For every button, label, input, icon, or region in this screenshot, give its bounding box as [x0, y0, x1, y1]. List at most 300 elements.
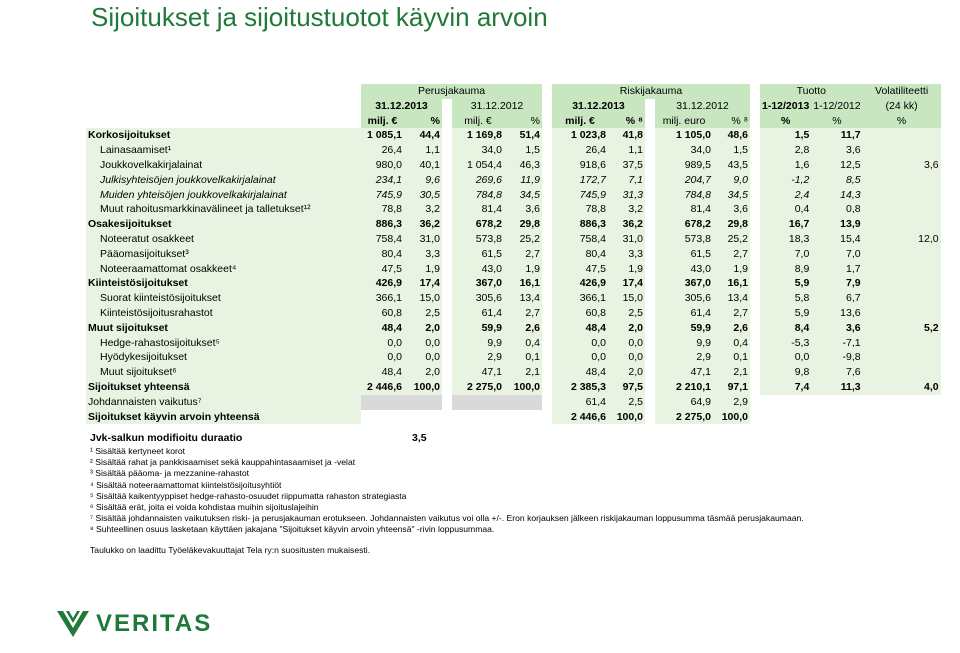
- value-cell: 1,6: [760, 158, 811, 173]
- value-cell: 1 054,4: [452, 158, 504, 173]
- gap-cell: [442, 395, 452, 410]
- group-return: Tuotto: [760, 84, 863, 99]
- gap-cell: [442, 158, 452, 173]
- value-cell: 13,4: [504, 291, 542, 306]
- gap-cell: [442, 247, 452, 262]
- value-cell: [404, 410, 442, 425]
- value-cell: [452, 410, 504, 425]
- value-cell: 745,9: [361, 188, 404, 203]
- unit-header: milj. euro: [655, 114, 713, 129]
- table-row-equities: [86, 217, 941, 232]
- value-cell: [760, 395, 811, 410]
- row-label: Noteeratut osakkeet: [86, 232, 361, 247]
- value-cell: 48,4: [552, 321, 608, 336]
- unit-header: milj. €: [452, 114, 504, 129]
- value-cell: [863, 128, 941, 143]
- gap-cell: [750, 158, 760, 173]
- value-cell: 573,8: [452, 232, 504, 247]
- unit-header: milj. €: [361, 114, 404, 129]
- table-row-other-misc: [86, 365, 941, 380]
- value-cell: 61,4: [552, 395, 608, 410]
- value-cell: 784,8: [452, 188, 504, 203]
- value-cell: 3,2: [404, 202, 442, 217]
- gap-cell: [442, 143, 452, 158]
- value-cell: 758,4: [552, 232, 608, 247]
- table-row-other-investments: [86, 321, 941, 336]
- row-label: Osakesijoitukset: [86, 217, 361, 232]
- value-cell: 2,1: [713, 365, 750, 380]
- value-cell: 25,2: [713, 232, 750, 247]
- value-cell: 47,5: [552, 262, 608, 277]
- gap-cell: [750, 336, 760, 351]
- duration-value: 3,5: [412, 432, 427, 444]
- value-cell: 47,1: [452, 365, 504, 380]
- table-body: [86, 128, 941, 424]
- value-cell: [863, 217, 941, 232]
- value-cell: 2 385,3: [552, 380, 608, 395]
- value-cell: 2,9: [452, 350, 504, 365]
- value-cell: 11,3: [811, 380, 862, 395]
- value-cell: 51,4: [504, 128, 542, 143]
- notes-area: [90, 432, 804, 555]
- value-cell: 47,1: [655, 365, 713, 380]
- row-label: Hyödykesijoitukset: [86, 350, 361, 365]
- value-cell: 0,0: [361, 336, 404, 351]
- value-cell: 48,4: [361, 321, 404, 336]
- gap-cell: [750, 380, 760, 395]
- gap-cell: [645, 188, 655, 203]
- footnotes: [90, 446, 804, 536]
- value-cell: 1 085,1: [361, 128, 404, 143]
- value-cell: 11,7: [811, 128, 862, 143]
- value-cell: 204,7: [655, 173, 713, 188]
- footnote: ⁶ Sisältää erät, joita ei voida kohdistaa muihin sijoituslajeihin: [90, 502, 319, 513]
- value-cell: 15,4: [811, 232, 862, 247]
- value-cell: 3,6: [811, 321, 862, 336]
- row-label: Joukkovelkakirjalainat: [86, 158, 361, 173]
- gap-cell: [542, 365, 552, 380]
- row-label: Korkosijoitukset: [86, 128, 361, 143]
- value-cell: 758,4: [361, 232, 404, 247]
- value-cell: 3,6: [863, 158, 941, 173]
- value-cell: 1,5: [760, 128, 811, 143]
- table-row-direct-real-estate: [86, 291, 941, 306]
- value-cell: 2,0: [608, 321, 645, 336]
- value-cell: 7,4: [760, 380, 811, 395]
- value-cell: 61,5: [452, 247, 504, 262]
- footnote: ⁴ Sisältää noteeraamattomat kiinteistösijoitusyhtiöt: [90, 479, 282, 490]
- value-cell: 13,4: [713, 291, 750, 306]
- value-cell: 80,4: [361, 247, 404, 262]
- value-cell: 16,7: [760, 217, 811, 232]
- gap-cell: [750, 262, 760, 277]
- period-volatility: (24 kk): [863, 99, 941, 114]
- value-cell: 60,8: [361, 306, 404, 321]
- value-cell: 1,5: [504, 143, 542, 158]
- value-cell: 0,0: [552, 336, 608, 351]
- gap-cell: [442, 350, 452, 365]
- value-cell: 1,5: [713, 143, 750, 158]
- value-cell: 34,0: [655, 143, 713, 158]
- value-cell: 14,3: [811, 188, 862, 203]
- duration-label: Jvk-salkun modifioitu duraatio: [90, 432, 243, 444]
- value-cell: 2 446,6: [552, 410, 608, 425]
- value-cell: 18,3: [760, 232, 811, 247]
- row-label: Sijoitukset käyvin arvoin yhteensä: [86, 410, 361, 425]
- value-cell: 40,1: [404, 158, 442, 173]
- row-label: Sijoitukset yhteensä: [86, 380, 361, 395]
- footnote: ⁷ Sisältää johdannaisten vaikutuksen riski- ja perusjakauman erotukseen. Johdannaisten vaikutus voi olla +/-. Eron korjauksen jälkeen riskijakauman loppusumma täsmää perusjakaumaan.: [90, 513, 804, 524]
- value-cell: [863, 410, 941, 425]
- row-label: Pääomasijoitukset³: [86, 247, 361, 262]
- value-cell: [361, 395, 404, 410]
- value-cell: 100,0: [404, 380, 442, 395]
- table-row-money-market: [86, 202, 941, 217]
- value-cell: 81,4: [452, 202, 504, 217]
- group-basic-allocation: Perusjakauma: [361, 84, 542, 99]
- gap-cell: [750, 188, 760, 203]
- value-cell: [863, 306, 941, 321]
- table-row-investments-total: [86, 380, 941, 395]
- value-cell: 745,9: [552, 188, 608, 203]
- value-cell: 61,4: [655, 306, 713, 321]
- value-cell: 17,4: [608, 276, 645, 291]
- value-cell: [863, 276, 941, 291]
- row-label: Kiinteistösijoitusrahastot: [86, 306, 361, 321]
- value-cell: 9,6: [404, 173, 442, 188]
- gap-cell: [750, 202, 760, 217]
- value-cell: 26,4: [552, 143, 608, 158]
- value-cell: 5,8: [760, 291, 811, 306]
- header-units-row: [86, 114, 941, 129]
- page-title: Sijoitukset ja sijoitustuotot käyvin arvoin: [91, 2, 548, 32]
- investments-table: [86, 84, 941, 424]
- gap-cell: [542, 262, 552, 277]
- value-cell: 5,9: [760, 276, 811, 291]
- table-row-listed-equities: [86, 232, 941, 247]
- value-cell: 12,5: [811, 158, 862, 173]
- gap-cell: [645, 128, 655, 143]
- value-cell: 100,0: [608, 410, 645, 425]
- value-cell: 2,7: [713, 247, 750, 262]
- value-cell: [504, 410, 542, 425]
- value-cell: 44,4: [404, 128, 442, 143]
- value-cell: 366,1: [552, 291, 608, 306]
- row-label: Muut rahoitusmarkkinavälineet ja talletukset¹²: [86, 202, 361, 217]
- gap-cell: [750, 143, 760, 158]
- unit-header: % ⁸: [608, 114, 645, 129]
- row-label: Suorat kiinteistösijoitukset: [86, 291, 361, 306]
- value-cell: [811, 395, 862, 410]
- value-cell: 48,4: [552, 365, 608, 380]
- value-cell: 48,6: [713, 128, 750, 143]
- value-cell: 7,9: [811, 276, 862, 291]
- value-cell: 7,0: [811, 247, 862, 262]
- value-cell: 25,2: [504, 232, 542, 247]
- value-cell: 2,5: [608, 395, 645, 410]
- value-cell: 886,3: [361, 217, 404, 232]
- period-risk-2013: 31.12.2013: [552, 99, 645, 114]
- footnote: ⁸ Suhteellinen osuus lasketaan käyttäen jakajana "Sijoitukset käyvin arvoin yhteensä" -rivin loppusummaa.: [90, 524, 495, 535]
- gap-cell: [442, 262, 452, 277]
- gap-cell: [645, 395, 655, 410]
- value-cell: 1,9: [504, 262, 542, 277]
- gap-cell: [542, 350, 552, 365]
- gap-cell: [542, 410, 552, 425]
- gap-cell: [442, 217, 452, 232]
- gap-cell: [645, 380, 655, 395]
- gap-cell: [750, 173, 760, 188]
- gap-cell: [542, 291, 552, 306]
- value-cell: 980,0: [361, 158, 404, 173]
- value-cell: 30,5: [404, 188, 442, 203]
- value-cell: 0,0: [608, 336, 645, 351]
- value-cell: 1,7: [811, 262, 862, 277]
- gap-cell: [542, 276, 552, 291]
- period-risk-2012: 31.12.2012: [655, 99, 750, 114]
- unit-header: %: [863, 114, 941, 129]
- value-cell: 0,8: [811, 202, 862, 217]
- value-cell: 8,5: [811, 173, 862, 188]
- unit-header: %: [404, 114, 442, 129]
- value-cell: 3,3: [404, 247, 442, 262]
- value-cell: 305,6: [452, 291, 504, 306]
- value-cell: 1 023,8: [552, 128, 608, 143]
- value-cell: 59,9: [452, 321, 504, 336]
- gap-cell: [442, 202, 452, 217]
- gap-cell: [645, 247, 655, 262]
- gap-cell: [645, 365, 655, 380]
- row-label: Hedge-rahastosijoitukset⁵: [86, 336, 361, 351]
- row-label: Lainasaamiset¹: [86, 143, 361, 158]
- value-cell: 0,0: [760, 350, 811, 365]
- value-cell: 0,4: [713, 336, 750, 351]
- footnote: ³ Sisältää pääoma- ja mezzanine-rahastot: [90, 468, 250, 479]
- value-cell: [863, 350, 941, 365]
- value-cell: 678,2: [655, 217, 713, 232]
- gap-cell: [542, 336, 552, 351]
- value-cell: 5,2: [863, 321, 941, 336]
- value-cell: 29,8: [713, 217, 750, 232]
- value-cell: 61,4: [452, 306, 504, 321]
- value-cell: 17,4: [404, 276, 442, 291]
- gap-cell: [442, 380, 452, 395]
- value-cell: 16,1: [713, 276, 750, 291]
- value-cell: 2,7: [713, 306, 750, 321]
- value-cell: 8,9: [760, 262, 811, 277]
- value-cell: 34,5: [713, 188, 750, 203]
- table-row-fair-value-total: [86, 410, 941, 425]
- value-cell: 4,0: [863, 380, 941, 395]
- value-cell: 7,6: [811, 365, 862, 380]
- gap-cell: [645, 306, 655, 321]
- row-label: Kiinteistösijoitukset: [86, 276, 361, 291]
- value-cell: [811, 410, 862, 425]
- value-cell: 2,6: [713, 321, 750, 336]
- value-cell: 3,6: [504, 202, 542, 217]
- gap-cell: [442, 365, 452, 380]
- table-row-other-bonds: [86, 188, 941, 203]
- gap-cell: [442, 410, 452, 425]
- value-cell: 60,8: [552, 306, 608, 321]
- value-cell: -5,3: [760, 336, 811, 351]
- gap-cell: [750, 321, 760, 336]
- value-cell: 1,9: [404, 262, 442, 277]
- value-cell: 2,0: [608, 365, 645, 380]
- value-cell: 13,9: [811, 217, 862, 232]
- table-row-fixed-income: [86, 128, 941, 143]
- value-cell: 269,6: [452, 173, 504, 188]
- gap-cell: [750, 410, 760, 425]
- value-cell: 13,6: [811, 306, 862, 321]
- value-cell: -7,1: [811, 336, 862, 351]
- gap-cell: [442, 232, 452, 247]
- table-row-real-estate: [86, 276, 941, 291]
- gap-cell: [442, 321, 452, 336]
- value-cell: 1,9: [608, 262, 645, 277]
- value-cell: 305,6: [655, 291, 713, 306]
- row-label: Muut sijoitukset: [86, 321, 361, 336]
- value-cell: 15,0: [404, 291, 442, 306]
- veritas-logo: [56, 609, 212, 639]
- value-cell: 2,7: [504, 306, 542, 321]
- value-cell: 9,9: [452, 336, 504, 351]
- value-cell: 7,1: [608, 173, 645, 188]
- value-cell: 80,4: [552, 247, 608, 262]
- value-cell: 3,6: [811, 143, 862, 158]
- gap-cell: [442, 306, 452, 321]
- value-cell: 34,0: [452, 143, 504, 158]
- value-cell: 2,0: [404, 365, 442, 380]
- gap-cell: [750, 276, 760, 291]
- table-row-bonds: [86, 158, 941, 173]
- value-cell: 100,0: [504, 380, 542, 395]
- value-cell: 29,8: [504, 217, 542, 232]
- value-cell: 81,4: [655, 202, 713, 217]
- value-cell: 2 275,0: [655, 410, 713, 425]
- value-cell: [863, 143, 941, 158]
- value-cell: 41,8: [608, 128, 645, 143]
- header-periods-row: [86, 99, 941, 114]
- value-cell: 784,8: [655, 188, 713, 203]
- gap-cell: [442, 173, 452, 188]
- gap-cell: [645, 276, 655, 291]
- gap-cell: [542, 202, 552, 217]
- table-row-public-bonds: [86, 173, 941, 188]
- value-cell: 36,2: [608, 217, 645, 232]
- value-cell: [863, 395, 941, 410]
- value-cell: 0,1: [713, 350, 750, 365]
- value-cell: 2,1: [504, 365, 542, 380]
- value-cell: 989,5: [655, 158, 713, 173]
- value-cell: 3,2: [608, 202, 645, 217]
- value-cell: 2,5: [404, 306, 442, 321]
- value-cell: 15,0: [608, 291, 645, 306]
- value-cell: 2,4: [760, 188, 811, 203]
- value-cell: -9,8: [811, 350, 862, 365]
- gap-cell: [442, 276, 452, 291]
- value-cell: 26,4: [361, 143, 404, 158]
- value-cell: [863, 262, 941, 277]
- gap-cell: [442, 188, 452, 203]
- gap-cell: [750, 232, 760, 247]
- row-label: Johdannaisten vaikutus⁷: [86, 395, 361, 410]
- value-cell: [863, 173, 941, 188]
- table-row-derivatives-effect: [86, 395, 941, 410]
- value-cell: 2 446,6: [361, 380, 404, 395]
- value-cell: 234,1: [361, 173, 404, 188]
- gap-cell: [442, 291, 452, 306]
- value-cell: 0,0: [361, 350, 404, 365]
- gap-cell: [645, 410, 655, 425]
- gap-cell: [542, 247, 552, 262]
- value-cell: 43,0: [452, 262, 504, 277]
- value-cell: 1,1: [404, 143, 442, 158]
- value-cell: 78,8: [552, 202, 608, 217]
- gap-cell: [645, 336, 655, 351]
- value-cell: 426,9: [552, 276, 608, 291]
- value-cell: [863, 247, 941, 262]
- gap-cell: [750, 306, 760, 321]
- footnote: ² Sisältää rahat ja pankkisaamiset sekä kauppahintasaamiset ja -velat: [90, 457, 356, 468]
- table-row-private-equity: [86, 247, 941, 262]
- unit-header: %: [504, 114, 542, 129]
- header-groups-row: [86, 84, 941, 99]
- value-cell: [452, 395, 504, 410]
- value-cell: 2,9: [655, 350, 713, 365]
- value-cell: 366,1: [361, 291, 404, 306]
- value-cell: 47,5: [361, 262, 404, 277]
- gap-cell: [442, 336, 452, 351]
- value-cell: 100,0: [713, 410, 750, 425]
- veritas-logo-text: VERITAS: [96, 610, 213, 637]
- veritas-chevron-icon: [56, 609, 90, 639]
- value-cell: 3,3: [608, 247, 645, 262]
- value-cell: 0,4: [504, 336, 542, 351]
- value-cell: -1,2: [760, 173, 811, 188]
- gap-cell: [542, 188, 552, 203]
- unit-header: %: [811, 114, 862, 129]
- row-label: Julkisyhteisöjen joukkovelkakirjalainat: [86, 173, 361, 188]
- value-cell: [504, 395, 542, 410]
- value-cell: 367,0: [655, 276, 713, 291]
- period-basic-2012: 31.12.2012: [452, 99, 542, 114]
- value-cell: 9,0: [713, 173, 750, 188]
- value-cell: 0,0: [404, 336, 442, 351]
- value-cell: 1,1: [608, 143, 645, 158]
- table-row-loans: [86, 143, 941, 158]
- value-cell: 886,3: [552, 217, 608, 232]
- value-cell: [863, 365, 941, 380]
- gap-cell: [645, 143, 655, 158]
- gap-cell: [645, 173, 655, 188]
- period-basic-2013: 31.12.2013: [361, 99, 442, 114]
- value-cell: 43,5: [713, 158, 750, 173]
- gap-cell: [542, 380, 552, 395]
- value-cell: [404, 395, 442, 410]
- value-cell: 31,0: [404, 232, 442, 247]
- value-cell: 11,9: [504, 173, 542, 188]
- value-cell: 367,0: [452, 276, 504, 291]
- gap-cell: [645, 262, 655, 277]
- value-cell: 2,8: [760, 143, 811, 158]
- value-cell: 12,0: [863, 232, 941, 247]
- value-cell: 1 105,0: [655, 128, 713, 143]
- gap-cell: [542, 158, 552, 173]
- value-cell: 31,0: [608, 232, 645, 247]
- group-risk-allocation: Riskijakauma: [552, 84, 750, 99]
- value-cell: 8,4: [760, 321, 811, 336]
